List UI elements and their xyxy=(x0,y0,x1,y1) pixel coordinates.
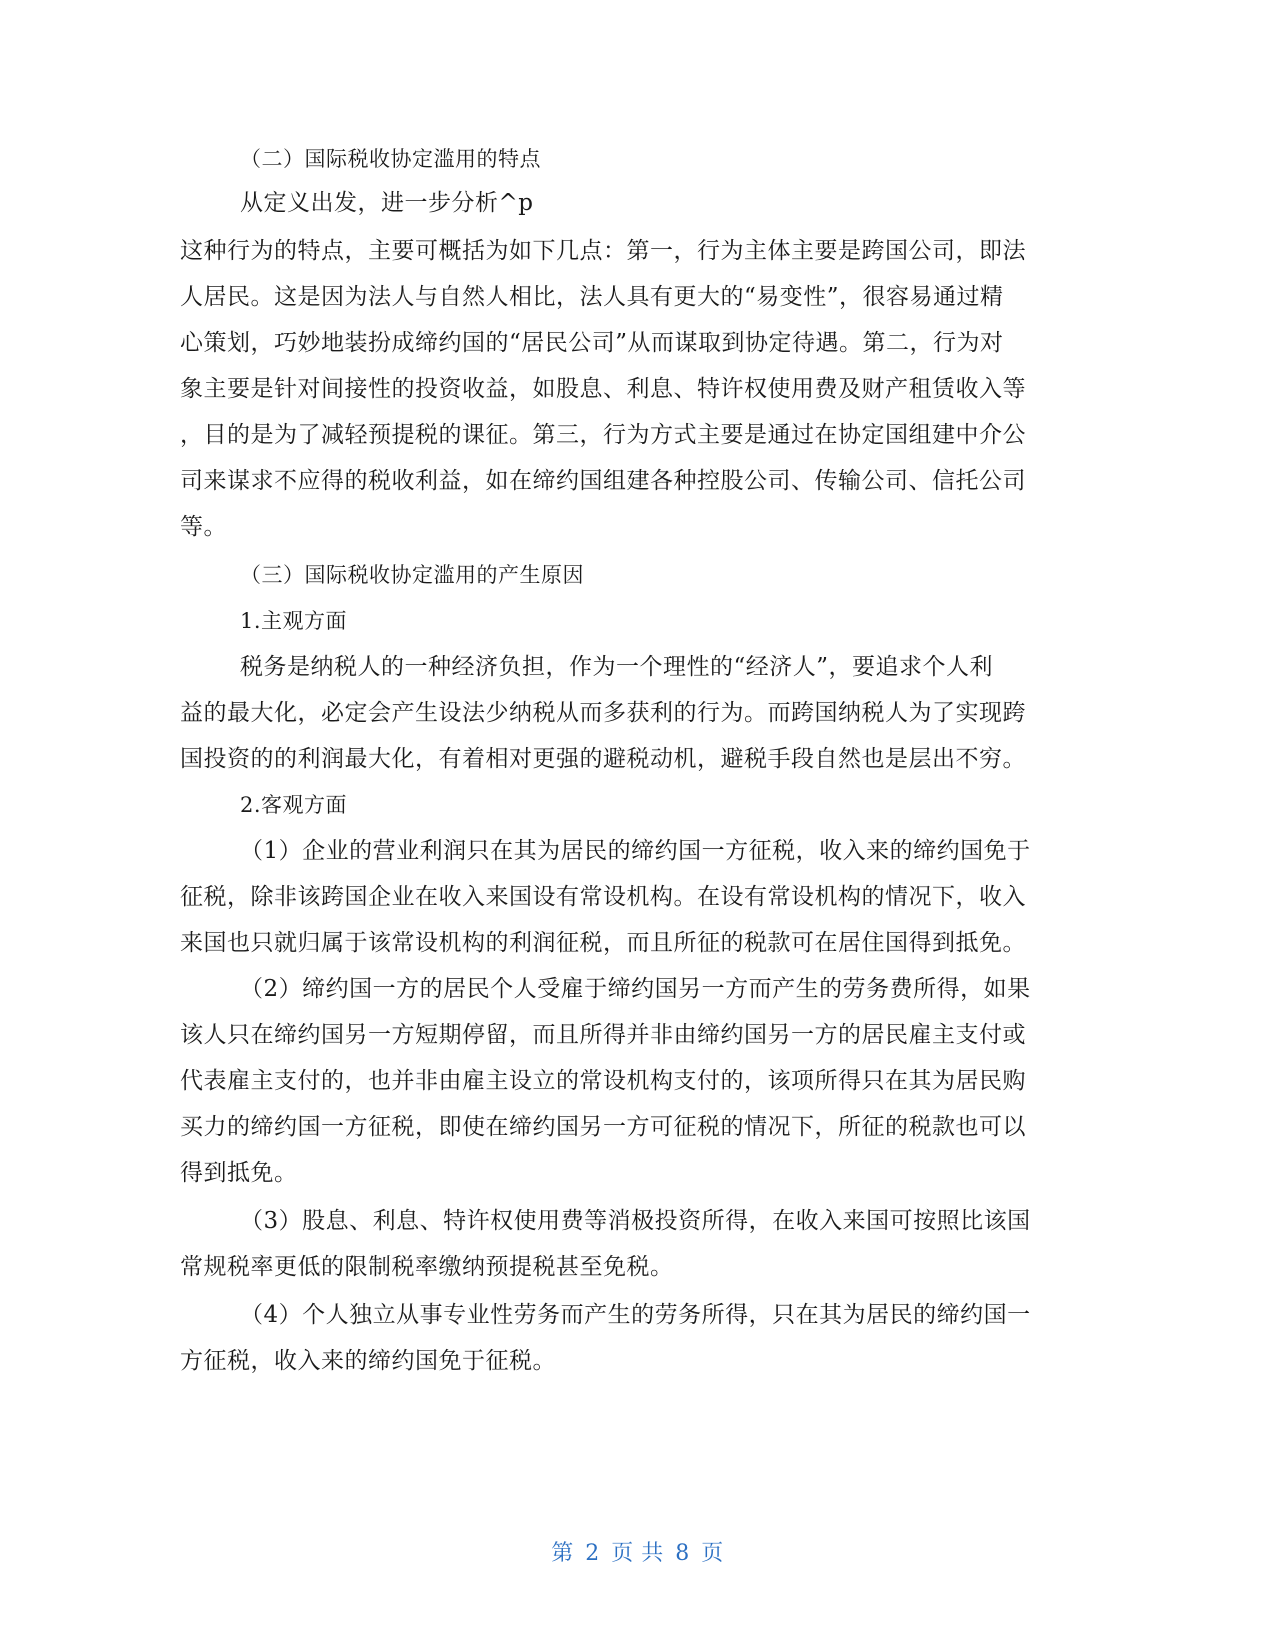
section-heading: （三）国际税收协定滥用的产生原因 xyxy=(240,563,584,587)
paragraph-line: 来国也只就归属于该常设机构的利润征税，而且所征的税款可在居住国得到抵免。 xyxy=(180,930,1026,956)
footer-page-number: 2 xyxy=(585,1541,600,1566)
paragraph-line: 这种行为的特点，主要可概括为如下几点：第一，行为主体主要是跨国公司，即法 xyxy=(180,238,1026,264)
paragraph-line: 等。 xyxy=(180,514,227,540)
paragraph-line: 人居民。这是因为法人与自然人相比，法人具有更大的“易变性”，很容易通过精 xyxy=(180,284,1004,310)
paragraph-line: 从定义出发，进一步分析^p xyxy=(240,190,534,216)
paragraph-line: 代表雇主支付的，也并非由雇主设立的常设机构支付的，该项所得只在其为居民购 xyxy=(180,1068,1026,1094)
section-heading: （二）国际税收协定滥用的特点 xyxy=(240,147,541,171)
footer-prefix: 第 xyxy=(551,1541,574,1566)
paragraph-line: 司来谋求不应得的税收利益，如在缔约国组建各种控股公司、传输公司、信托公司 xyxy=(180,468,1026,494)
paragraph-line: 常规税率更低的限制税率缴纳预提税甚至免税。 xyxy=(180,1254,674,1280)
paragraph-line: 益的最大化，必定会产生设法少纳税从而多获利的行为。而跨国纳税人为了实现跨 xyxy=(180,700,1026,726)
page-footer xyxy=(0,1536,1275,1567)
paragraph-line: （2）缔约国一方的居民个人受雇于缔约国另一方而产生的劳务费所得，如果 xyxy=(240,976,1031,1002)
paragraph-line: 国投资的的利润最大化，有着相对更强的避税动机，避税手段自然也是层出不穷。 xyxy=(180,746,1026,772)
paragraph-line: 得到抵免。 xyxy=(180,1160,298,1186)
paragraph-line: （1）企业的营业利润只在其为居民的缔约国一方征税，收入来的缔约国免于 xyxy=(240,838,1031,864)
paragraph-line: （3）股息、利息、特许权使用费等消极投资所得，在收入来国可按照比该国 xyxy=(240,1208,1031,1234)
paragraph-line: 税务是纳税人的一种经济负担，作为一个理性的“经济人”，要追求个人利 xyxy=(240,654,994,680)
paragraph-line: 该人只在缔约国另一方短期停留，而且所得并非由缔约国另一方的居民雇主支付或 xyxy=(180,1022,1026,1048)
footer-suffix: 页 xyxy=(701,1541,724,1566)
paragraph-line: 象主要是针对间接性的投资收益，如股息、利息、特许权使用费及财产租赁收入等 xyxy=(180,376,1026,402)
paragraph-line: 征税，除非该跨国企业在收入来国设有常设机构。在设有常设机构的情况下，收入 xyxy=(180,884,1026,910)
paragraph-line: 方征税，收入来的缔约国免于征税。 xyxy=(180,1348,556,1374)
subsection-heading: 1.主观方面 xyxy=(240,609,348,633)
paragraph-line: 买力的缔约国一方征税，即使在缔约国另一方可征税的情况下，所征的税款也可以 xyxy=(180,1114,1026,1140)
footer-middle: 页 共 xyxy=(611,1541,664,1566)
paragraph-line: （4）个人独立从事专业性劳务而产生的劳务所得，只在其为居民的缔约国一 xyxy=(240,1302,1031,1328)
paragraph-line: ，目的是为了减轻预提税的课征。第三，行为方式主要是通过在协定国组建中介公 xyxy=(180,422,1026,448)
paragraph-line: 心策划，巧妙地装扮成缔约国的“居民公司”从而谋取到协定待遇。第二，行为对 xyxy=(180,330,1004,356)
footer-total-pages: 8 xyxy=(675,1541,690,1566)
subsection-heading: 2.客观方面 xyxy=(240,793,348,817)
